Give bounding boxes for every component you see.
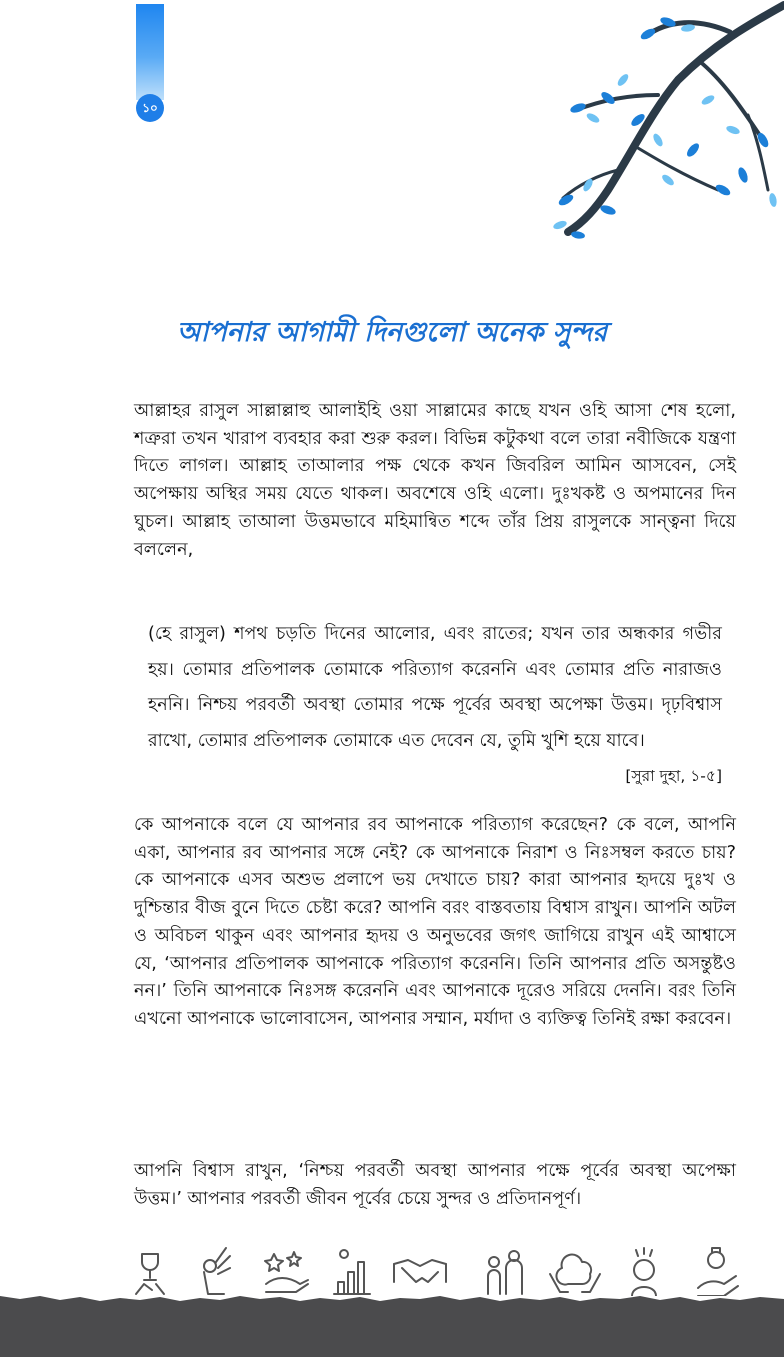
quote-reference: [সুরা দুহা, ১-৫] — [625, 767, 722, 785]
family-icon — [488, 1251, 522, 1294]
chapter-title: আপনার আগামী দিনগুলো অনেক সুন্দর — [176, 317, 608, 348]
tree-branch-icon — [548, 0, 784, 250]
growth-bars-icon — [334, 1250, 370, 1294]
thinking-person-icon — [632, 1248, 656, 1296]
closing-paragraph: আপনি বিশ্বাস রাখুন, ‘নিশ্চয় পরবর্তী অবস্থা আপনার পক্ষে পূর্বের অবস্থা অপেক্ষা উত্তম।’ আপনার পরবর্তী জীবন পূর্বের চেয়ে সুন্দর ও প্রতিদানপূর্ণ। — [134, 1161, 736, 1209]
page-tab-marker — [136, 4, 164, 100]
quote-text: (হে রাসুল) শপথ চড়তি দিনের আলোর, এবং রাতের; যখন তার অন্ধকার গভীর হয়। তোমার প্রতিপালক তোমাকে পরিত্যাগ করেননি এবং তোমার প্রতি নারাজও হননি। নিশ্চয় পরবর্তী অবস্থা তোমার পক্ষে পূর্বের অবস্থা অপেক্ষা উত্তম। দৃঢ়বিশ্বাস রাখো, তোমার প্রতিপালক তোমাকে এত দেবেন যে, তুমি খুশি হয়ে যাবে। — [148, 624, 722, 751]
ok-hand-icon — [204, 1248, 230, 1294]
body-paragraph: কে আপনাকে বলে যে আপনার রব আপনাকে পরিত্যাগ করেছেন? কে বলে, আপনি একা, আপনার রব আপনার সঙ্গে নেই? কে আপনাকে নিরাশ ও নিঃসম্বল করতে চায়? কে আপনাকে এসব অশুভ প্রলাপে ভয় দেখাতে চায়? কারা আপনার হৃদয়ে দুঃখ ও দুশ্চিন্তার বীজ বুনে দিতে চেষ্টা করে? আপনি বরং বাস্তবতায় বিশ্বাস রাখুন। আপনি অটল ও অবিচল থাকুন এবং আপনার হৃদয় ও অনুভবের জগৎ জাগিয়ে রাখুন এই আশ্বাসে যে, ‘আপনার প্রতিপালক আপনাকে পরিত্যাগ করেননি। তিনি আপনার প্রতি অসন্তুষ্টও নন।’ তিনি আপনাকে নিঃসঙ্গ করেননি এবং আপনাকে দূরেও সরিয়ে দেননি। বরং তিনি এখনো আপনাকে ভালোবাসেন, আপনার সম্মান, মর্যাদা ও ব্যক্তিত্ব তিনিই রক্ষা করবেন। — [134, 815, 736, 1029]
hand-holding-icon — [698, 1248, 738, 1296]
intro-paragraph: আল্লাহর রাসুল সাল্লাল্লাহু আলাইহি ওয়া সাল্লামের কাছে যখন ওহি আসা শেষ হলো, শত্রুরা তখন খারাপ ব্যবহার করা শুরু করল। বিভিন্ন কটুকথা বলে তারা নবীজিকে যন্ত্রণা দিতে লাগল। আল্লাহ তাআলার পক্ষ থেকে কখন জিবরিল আমিন আসবেন, সেই অপেক্ষায় অস্থির সময় যেতে থাকল। অবশেষে ওহি এলো। দুঃখকষ্ট ও অপমানের দিন ঘুচল। আল্লাহ তাআলা উত্তমভাবে মহিমান্বিত শব্দে তাঁর প্রিয় রাসুলকে সান্ত্বনা দিয়ে বললেন, — [134, 401, 736, 560]
footer-band — [0, 1296, 784, 1357]
hand-stars-icon — [265, 1252, 308, 1292]
quran-quote — [148, 617, 722, 795]
page-number: ১০ — [136, 94, 164, 122]
handshake-icon — [394, 1260, 446, 1282]
trophy-hands-icon — [136, 1254, 164, 1294]
icon-strip — [130, 1244, 740, 1300]
brain-hands-icon — [550, 1255, 600, 1292]
